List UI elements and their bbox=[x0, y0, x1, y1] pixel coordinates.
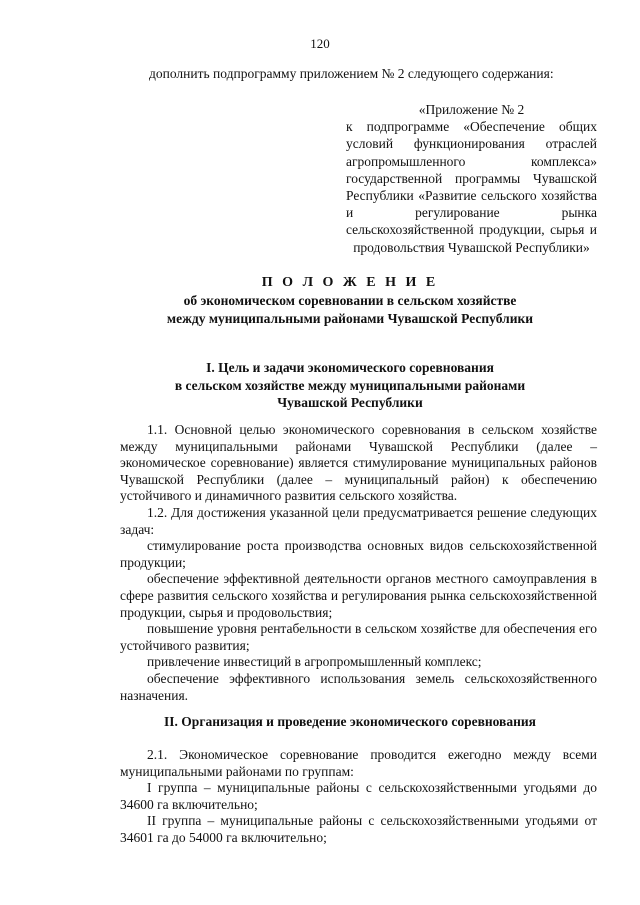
document-subtitle-line: об экономическом соревновании в сельском хозяйстве bbox=[183, 293, 517, 308]
paragraph: 1.1. Основной целью экономического соревнования в сельском хозяйстве между муниципальными районами Чувашской Республики (далее – экономическое соревнование) является стимулирование муниципальных районов Чувашской Республики (далее – муниципальный район) к обеспечению устойчивого и динамичного развития сельского хозяйства. bbox=[120, 422, 597, 504]
section-heading-line: Чувашской Республики bbox=[277, 395, 423, 410]
document-title: П О Л О Ж Е Н И Е bbox=[261, 275, 439, 290]
appendix-reference bbox=[346, 101, 597, 256]
section-heading-line: I. Цель и задачи экономического соревнования bbox=[206, 360, 494, 375]
intro-line: дополнить подпрограмму приложением № 2 следующего содержания: bbox=[149, 66, 554, 81]
paragraph: повышение уровня рентабельности в сельском хозяйстве для обеспечения его устойчивого развития; bbox=[120, 621, 597, 653]
document-subtitle bbox=[100, 292, 600, 327]
section-1-body bbox=[120, 422, 597, 704]
appendix-title: «Приложение № 2 bbox=[418, 102, 525, 117]
document-subtitle-line: между муниципальными районами Чувашской Республики bbox=[166, 310, 534, 326]
paragraph: привлечение инвестиций в агропромышленный комплекс; bbox=[147, 654, 482, 670]
paragraph: 2.1. Экономическое соревнование проводится ежегодно между всеми муниципальными районами по группам: bbox=[120, 747, 597, 779]
section-heading-line: в сельском хозяйстве между муниципальными районами bbox=[174, 377, 526, 393]
section-1-heading bbox=[100, 359, 600, 412]
paragraph: обеспечение эффективного использования земель сельскохозяйственного назначения. bbox=[120, 670, 597, 703]
section-2-heading: II. Организация и проведение экономического соревнования bbox=[164, 714, 536, 729]
paragraph: обеспечение эффективной деятельности органов местного самоуправления в сфере развития сельского хозяйства и регулирования рынка сельскохозяйственной продукции, сырья и продовольствия; bbox=[120, 571, 597, 620]
page-number: 120 bbox=[310, 36, 330, 51]
paragraph: стимулирование роста производства основных видов сельскохозяйственной продукции; bbox=[120, 538, 597, 570]
paragraph: II группа – муниципальные районы с сельскохозяйственными угодьями от 34601 га до 54000 га включительно; bbox=[120, 813, 597, 845]
appendix-body: к подпрограмме «Обеспечение общих условий функционирования отраслей агропромышленного комплекса» государственной программы Чувашской Республики «Развитие сельского хозяйства и регулирование рынка сельскохозяйственной продукции, сырья и продовольствия Чувашской Республики» bbox=[346, 119, 597, 255]
section-2-body bbox=[120, 747, 597, 847]
paragraph: I группа – муниципальные районы с сельскохозяйственными угодьями до 34600 га включительно; bbox=[120, 780, 597, 812]
paragraph: 1.2. Для достижения указанной цели предусматривается решение следующих задач: bbox=[120, 504, 597, 537]
